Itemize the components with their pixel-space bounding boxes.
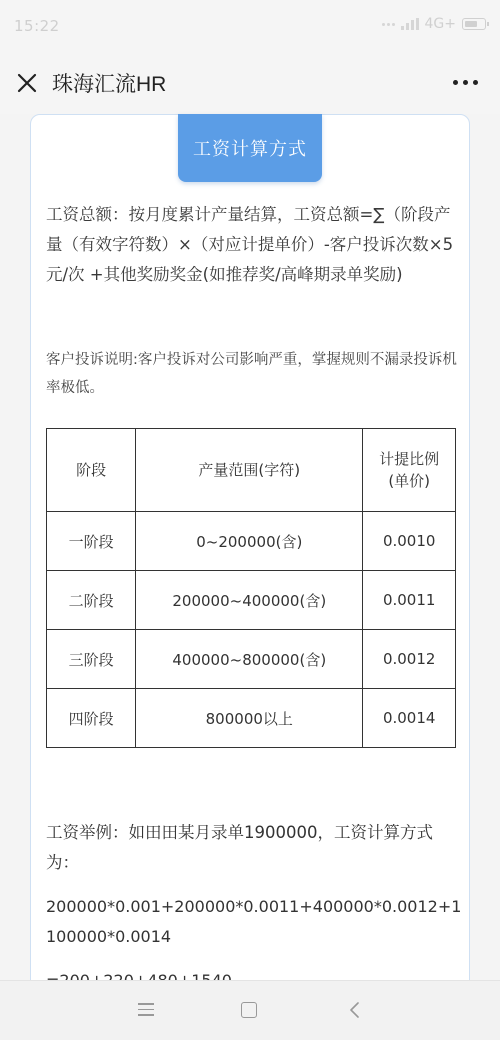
table-cell: 200000~400000(含) — [136, 571, 363, 630]
title-bar — [0, 52, 500, 114]
salary-formula-paragraph: 工资总额：按月度累计产量结算，工资总额=∑（阶段产量（有效字符数）×（对应计提单价）-客户投诉次数×5元/次 +其他奖励奖金(如推荐奖/高峰期录单奖励) — [46, 205, 454, 284]
table-row — [47, 571, 456, 630]
signal-icon — [401, 18, 419, 30]
table-header-row — [47, 429, 456, 512]
table-cell: 0~200000(含) — [136, 512, 363, 571]
menu-icon[interactable] — [138, 1003, 154, 1020]
rate-table — [46, 428, 456, 748]
example-intro: 工资举例：如田田某月录单1900000，工资计算方式为： — [46, 823, 433, 872]
table-header-cell — [363, 429, 456, 512]
table-cell: 0.0014 — [363, 689, 456, 748]
close-icon[interactable] — [12, 68, 42, 98]
table-cell: 800000以上 — [136, 689, 363, 748]
table-cell: 一阶段 — [47, 512, 136, 571]
status-icons — [382, 16, 487, 32]
table-header-cell: 产量范围(字符) — [136, 429, 363, 512]
table-cell: 二阶段 — [47, 571, 136, 630]
section-header: 工资计算方式 — [178, 114, 322, 182]
table-cell: 四阶段 — [47, 689, 136, 748]
back-icon[interactable] — [348, 1001, 360, 1019]
page-title: 珠海汇流HR — [52, 73, 167, 96]
battery-icon — [462, 18, 486, 30]
status-bar — [0, 0, 500, 52]
table-row — [47, 630, 456, 689]
more-icon[interactable] — [453, 80, 478, 85]
table-cell: 0.0012 — [363, 630, 456, 689]
status-time: 15:22 — [14, 17, 60, 35]
table-header-cell: 阶段 — [47, 429, 136, 512]
table-cell: 0.0011 — [363, 571, 456, 630]
network-type: 4G+ — [424, 16, 456, 32]
article-content[interactable] — [0, 114, 500, 980]
example-formula: 200000*0.001+200000*0.0011+400000*0.0012+1100000*0.0014 — [46, 897, 462, 946]
table-cell: 三阶段 — [47, 630, 136, 689]
home-icon[interactable] — [241, 1002, 257, 1018]
table-row — [47, 689, 456, 748]
table-cell: 400000~800000(含) — [136, 630, 363, 689]
system-nav-bar — [0, 980, 500, 1040]
signal-dots-icon — [382, 23, 395, 26]
table-row — [47, 512, 456, 571]
table-cell: 0.0010 — [363, 512, 456, 571]
table-header-cell-text: 计提比例(单价) — [379, 450, 440, 490]
complaint-note: 客户投诉说明:客户投诉对公司影响严重，掌握规则不漏录投诉机率极低。 — [46, 352, 457, 396]
